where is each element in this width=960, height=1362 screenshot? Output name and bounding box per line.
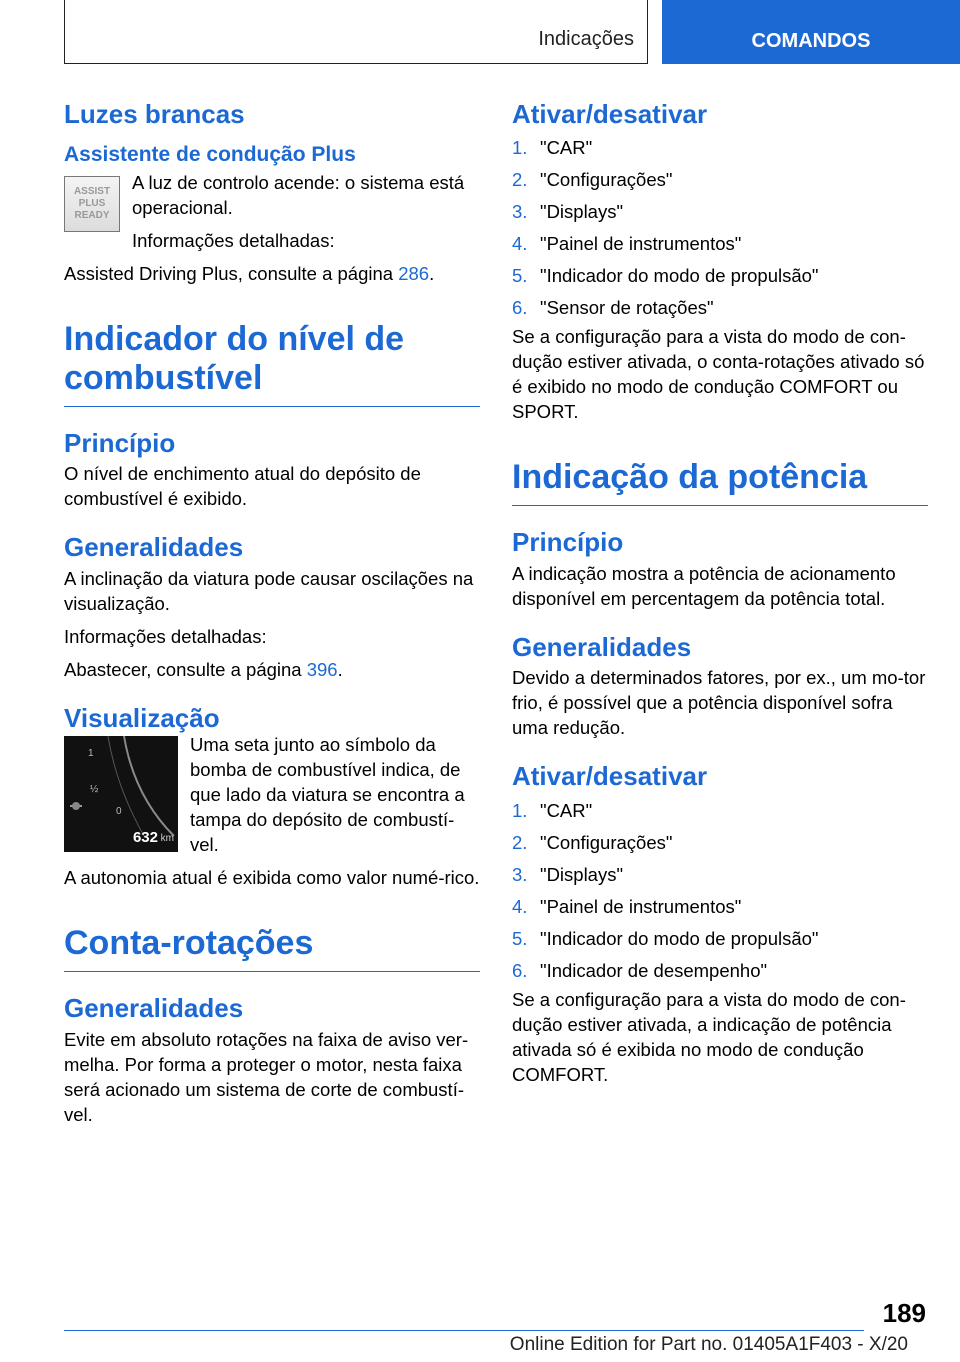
list-item: 6. "Sensor de rotações" (512, 297, 714, 319)
heading-visualizacao: Visualização (64, 702, 220, 733)
assist-indicator-row (64, 170, 480, 253)
generalidades-potencia-text: Devido a determinados fatores, por ex., um mo-tor frio, é possível que a potência disponível sofra uma redução. (512, 667, 926, 739)
heading-conta-rotacoes: Conta-rotações (64, 924, 480, 972)
fuel-range-value: 632 (132, 829, 158, 847)
steps-list-2 (512, 795, 928, 987)
generalidades-conta-text: Evite em absoluto rotações na faixa de aviso ver-melha. Por forma a proteger o motor, nesta faixa será acionado um sistema de corte de combustí-vel. (64, 1028, 469, 1125)
heading-assistente: Assistente de condução Plus (64, 143, 356, 167)
list-item: 4. "Painel de instrumentos" (512, 895, 742, 917)
heading-principio-combustivel: Princípio (64, 427, 176, 458)
heading-ativar-desativar-1: Ativar/desativar (512, 99, 708, 129)
list-item: 3. "Displays" (512, 201, 624, 223)
autonomia-text: A autonomia atual é exibida como valor numé-rico. (64, 867, 480, 889)
footer-edition: Online Edition for Part no. 01405A1F403 - X/20 (509, 1334, 908, 1355)
list-item: 2. "Configurações" (512, 169, 673, 191)
list-item: 3. "Displays" (512, 863, 624, 885)
heading-principio-potencia: Princípio (512, 527, 624, 558)
right-column (512, 96, 928, 1087)
generalidades-info-label: Informações detalhadas: (64, 625, 267, 647)
heading-generalidades-conta: Generalidades (64, 993, 244, 1024)
heading-indicador-combustivel: Indicador do nível de combustível (64, 320, 480, 407)
page-link-396[interactable]: 396 (306, 658, 338, 680)
heading-luzes-brancas: Luzes brancas (64, 99, 245, 129)
fuel-range-unit: km (160, 833, 174, 845)
list-item: 5. "Indicador do modo de propulsão" (512, 927, 819, 949)
fuel-gauge-image: 1 ½ 0 632 km (64, 736, 178, 852)
heading-generalidades-combustivel: Generalidades (64, 532, 244, 563)
abastecer-reference: Abastecer, consulte a página 396. (64, 658, 343, 680)
ativar1-note: Se a configuração para a vista do modo de con-dução estiver ativada, o conta-rotações ativado só é exibido no modo de condução COMFORT ou SPORT. (512, 326, 925, 423)
list-item: 6. "Indicador de desempenho" (512, 959, 768, 981)
list-item: 1. "CAR" (512, 799, 593, 821)
header-chapter-tab[interactable]: COMANDOS (662, 0, 960, 64)
principio-combustivel-text: O nível de enchimento atual do depósito de combustível é exibido. (64, 463, 421, 510)
heading-ativar-desativar-2: Ativar/desativar (512, 761, 708, 792)
list-item: 2. "Configurações" (512, 831, 673, 853)
heading-indicacao-potencia: Indicação da potência (512, 458, 928, 506)
assist-info-label: Informações detalhadas: (132, 229, 335, 251)
left-column (64, 96, 480, 1127)
list-item: 5. "Indicador do modo de propulsão" (512, 265, 819, 287)
header-section-title: Indicações (538, 28, 634, 50)
list-item: 4. "Painel de instrumentos" (512, 233, 742, 255)
assist-plus-ready-icon: ASSIST PLUS READY (64, 176, 120, 232)
principio-potencia-text: A indicação mostra a potência de acionamento disponível em percentagem da potência total. (512, 562, 896, 609)
assist-description: A luz de controlo acende: o sistema está operacional. (132, 171, 465, 218)
page-link-286[interactable]: 286 (398, 262, 430, 284)
assist-reference: Assisted Driving Plus, consulte a página 286. (64, 262, 435, 284)
steps-list-1 (512, 132, 928, 324)
page-number: 189 (882, 1298, 926, 1328)
potencia-note: Se a configuração para a vista do modo de con-dução estiver ativada, a indicação de potência ativada só é exibida no modo de condução COMFORT. (512, 988, 906, 1085)
generalidades-combustivel-text: A inclinação da viatura pode causar oscilações na visualização. (64, 567, 474, 614)
footer-divider (64, 1330, 864, 1331)
heading-generalidades-potencia: Generalidades (512, 631, 692, 662)
fuel-gauge-row (64, 736, 480, 857)
list-item: 1. "CAR" (512, 137, 593, 159)
visualizacao-text: Uma seta junto ao símbolo da bomba de combustível indica, de que lado da viatura se encontra a tampa do depósito de combustí-vel. (190, 734, 465, 856)
